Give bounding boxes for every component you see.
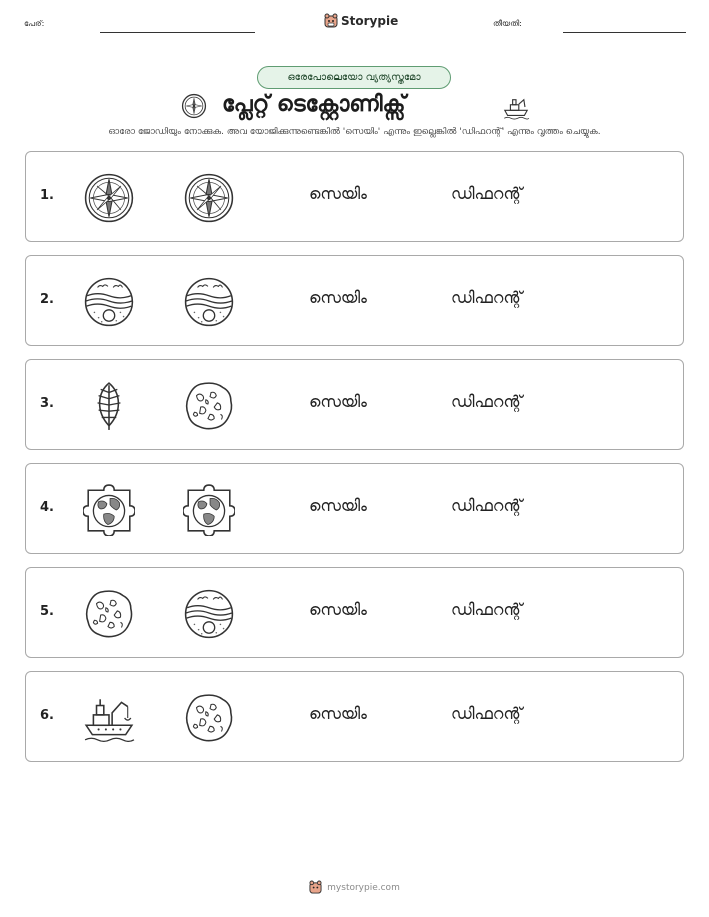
option-different[interactable]: ഡിഫറന്റ് [451,288,523,307]
question-row [25,151,684,242]
question-row [25,671,684,762]
option-different[interactable]: ഡിഫറന്റ് [451,184,523,203]
puzzle-globe-icon [83,484,135,536]
question-row [25,255,684,346]
compass-icon [183,172,235,224]
brand-logo [324,13,398,29]
option-different[interactable]: ഡിഫറന്റ് [451,496,523,515]
footer [0,880,709,895]
date-line[interactable] [563,32,686,33]
question-number: 5. [40,604,54,619]
title-row [0,90,709,124]
ship-icon [83,692,135,744]
date-label: തീയതി: [493,19,522,28]
option-different[interactable]: ഡിഫറന്റ് [451,392,523,411]
option-same[interactable]: സെയിം [309,496,367,515]
option-same[interactable]: സെയിം [309,392,367,411]
puzzle-globe-icon [183,484,235,536]
brand-name: Storypie [341,14,399,28]
compass-icon [83,172,135,224]
page-title: പ്ലേറ്റ് ടെക്റ്റോണിക്സ് [222,92,406,117]
worksheet-type-badge: ഒരേപോലെയോ വ്യത്യസ്തമോ [257,66,451,89]
rock-icon [83,588,135,640]
question-number: 2. [40,292,54,307]
question-number: 6. [40,708,54,723]
question-number: 3. [40,396,54,411]
earth-layers-icon [83,276,135,328]
option-same[interactable]: സെയിം [309,600,367,619]
storypie-mascot-icon [309,880,322,895]
question-number: 4. [40,500,54,515]
option-same[interactable]: സെയിം [309,184,367,203]
option-different[interactable]: ഡിഫറന്റ് [451,704,523,723]
compass-icon [181,93,207,119]
option-same[interactable]: സെയിം [309,288,367,307]
storypie-mascot-icon [324,13,338,29]
question-row [25,567,684,658]
question-row [25,359,684,450]
name-label: പേര്: [24,19,45,28]
fossil-leaf-icon [83,380,135,432]
question-number: 1. [40,188,54,203]
footer-url[interactable]: mystorypie.com [327,882,400,893]
question-row [25,463,684,554]
option-different[interactable]: ഡിഫറന്റ് [451,600,523,619]
earth-layers-icon [183,276,235,328]
name-line[interactable] [100,32,255,33]
rock-icon [183,692,235,744]
instructions-text: ഓരോ ജോഡിയും നോക്കുക. അവ യോജിക്കുന്നുണ്ടെങ്കിൽ 'സെയിം' എന്നും ഇല്ലെങ്കിൽ 'ഡിഫറന്റ്' എന്നും വൃത്തം ചെയ്യുക. [108,127,601,137]
option-same[interactable]: സെയിം [309,704,367,723]
earth-layers-icon [183,588,235,640]
rock-icon [183,380,235,432]
ship-icon [502,93,530,121]
